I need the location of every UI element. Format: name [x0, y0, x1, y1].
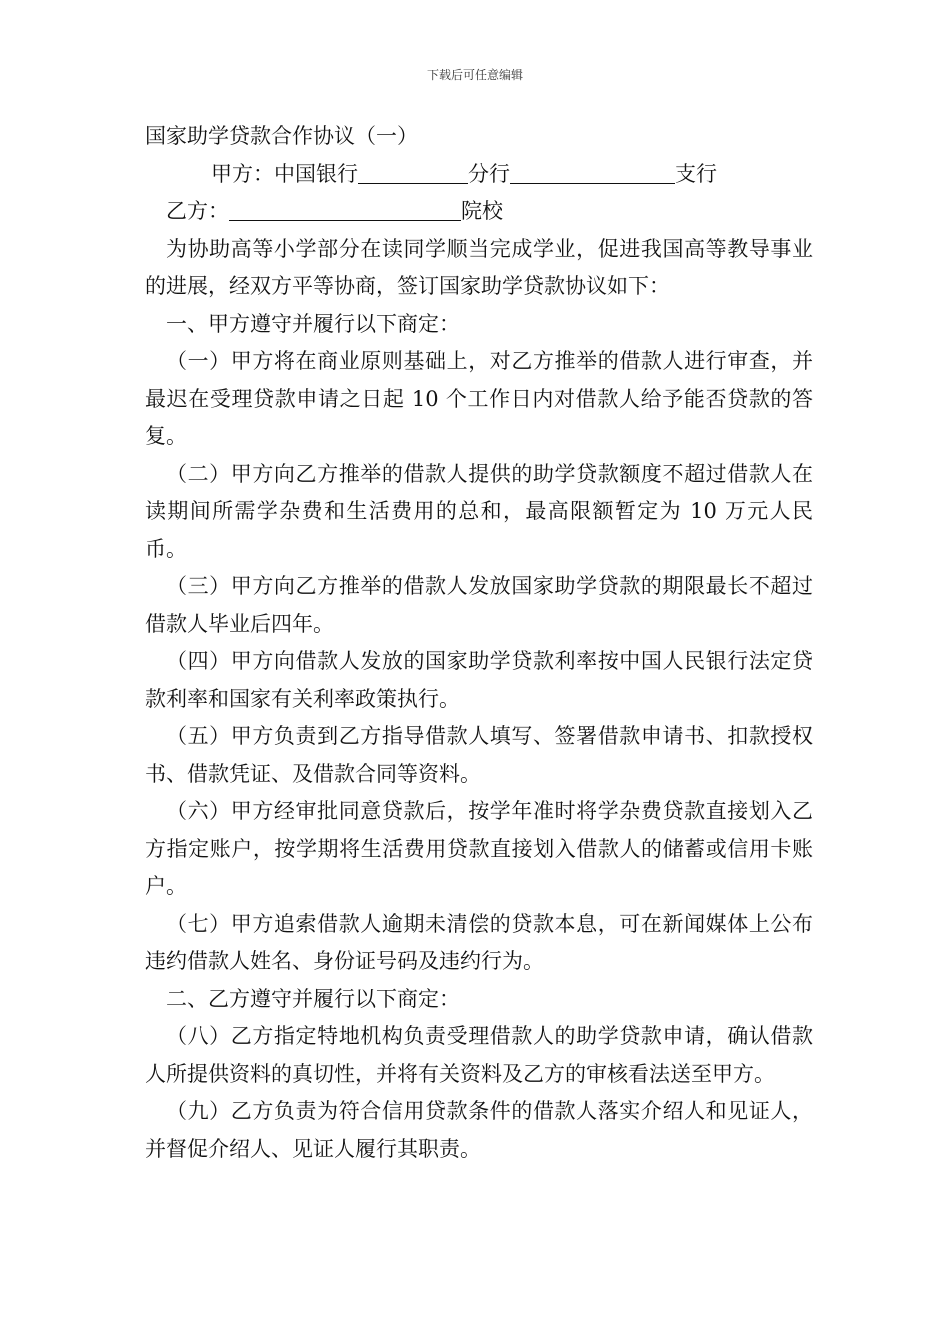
party-a-branch-blank	[358, 161, 468, 184]
clause-5: （五）甲方负责到乙方指导借款人填写、签署借款申请书、扣款授权书、借款凭证、及借款合同等资料。	[145, 724, 813, 786]
clause-1: （一）甲方将在商业原则基础上，对乙方推举的借款人进行审查，并最迟在受理贷款申请之日起 10 个工作日内对借款人给予能否贷款的答复。	[145, 349, 813, 448]
party-b-prefix: 乙方：	[166, 199, 229, 223]
section-1-heading: 一、甲方遵守并履行以下商定：	[166, 311, 460, 336]
clause-2: （二）甲方向乙方推举的借款人提供的助学贷款额度不超过借款人在读期间所需学杂费和生活费用的总和，最高限额暂定为 10 万元人民币。	[145, 461, 813, 561]
clause-9: （九）乙方负责为符合信用贷款条件的借款人落实介绍人和见证人，并督促介绍人、见证人履行其职责。	[145, 1099, 813, 1161]
party-a-suffix: 支行	[675, 161, 717, 186]
clause-4: （四）甲方向借款人发放的国家助学贷款利率按中国人民银行法定贷款利率和国家有关利率政策执行。	[145, 649, 813, 711]
party-b-school-blank	[229, 198, 461, 221]
document-body	[145, 118, 813, 1168]
section-2-heading: 二、乙方遵守并履行以下商定：	[166, 986, 460, 1011]
clause-6: （六）甲方经审批同意贷款后，按学年准时将学杂费贷款直接划入乙方指定账户，按学期将生活费用贷款直接划入借款人的储蓄或信用卡账户。	[145, 799, 813, 898]
party-a-subbranch-blank	[510, 161, 675, 184]
document-title: 国家助学贷款合作协议（一）	[145, 124, 418, 148]
party-b-suffix: 院校	[461, 199, 503, 223]
party-b-line	[145, 193, 813, 231]
clause-8: （八）乙方指定特地机构负责受理借款人的助学贷款申请，确认借款人所提供资料的真切性，并将有关资料及乙方的审核看法送至甲方。	[145, 1024, 813, 1086]
party-a-line	[145, 156, 813, 194]
page-header-note: 下载后可任意编辑	[426, 68, 523, 82]
clause-7: （七）甲方追索借款人逾期未清偿的贷款本息，可在新闻媒体上公布违约借款人姓名、身份证号码及违约行为。	[145, 911, 813, 973]
intro-paragraph: 为协助高等小学部分在读同学顺当完成学业，促进我国高等教导事业的进展，经双方平等协商，签订国家助学贷款协议如下：	[145, 236, 813, 298]
clause-3: （三）甲方向乙方推举的借款人发放国家助学贷款的期限最长不超过借款人毕业后四年。	[145, 574, 813, 636]
party-a-prefix: 甲方：中国银行	[211, 161, 358, 186]
party-a-mid: 分行	[468, 161, 510, 186]
